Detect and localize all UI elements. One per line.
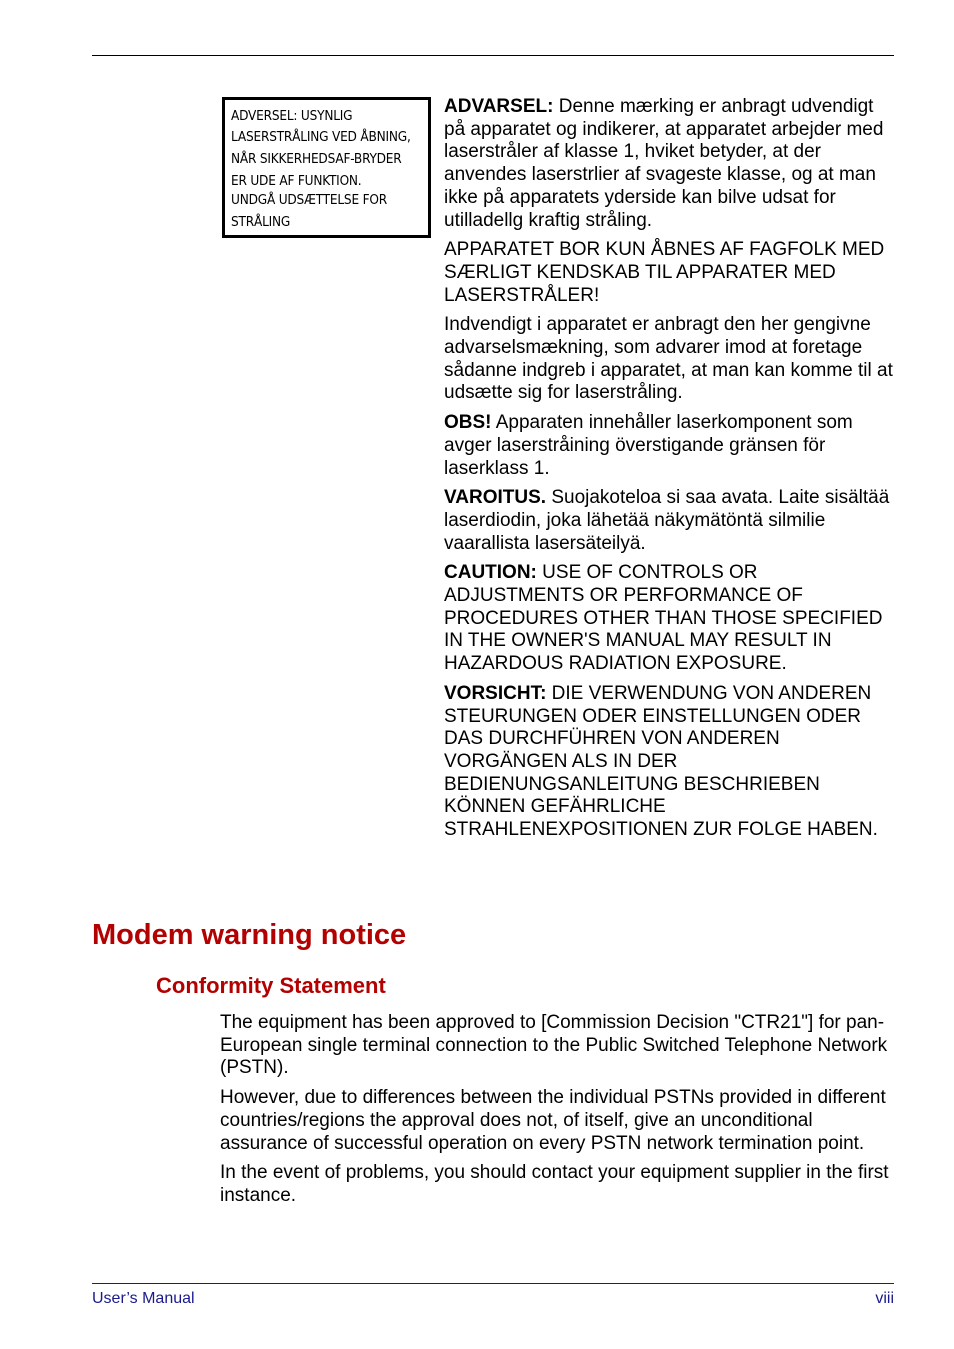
label-line: ER UDE AF FUNKTION. [231,173,362,189]
note-obs [444,412,894,480]
label-line: UNDGÅ UDSÆTTELSE FOR [231,192,387,208]
note-text: Indvendigt i apparatet er anbragt den her gengivne advarselsmækning, som advarer imod at foretage sådanne indgreb i apparatet, at man kan komme til at udsætte sig for laserstråling. [444,314,893,404]
note-vorsicht [444,683,894,842]
laser-warning-label [222,97,431,238]
label-line: LASERSTRÅLING VED ÅBNING, [231,129,411,145]
note-bold: ADVARSEL: [444,96,554,117]
note-bold: VORSICHT: [444,682,547,704]
note-caution [444,562,894,676]
top-rule [92,55,894,56]
note-indvendigt [444,314,894,405]
footer-title: User’s Manual [92,1290,195,1307]
note-apparatet [444,239,894,307]
note-text: APPARATET BOR KUN ÅBNES AF FAGFOLK MED SÆRLIGT KENDSKAB TIL APPARATER MED LASERSTRÅLER! [444,239,885,306]
paragraph: In the event of problems, you should contact your equipment supplier in the first instance. [220,1162,889,1206]
paragraph: However, due to differences between the individual PSTNs provided in different countries/regions the approval does not, of itself, give an unconditional assurance of successful operation on every PSTN network termination point. [220,1087,886,1154]
note-advarsel [444,96,894,232]
label-line: NÅR SIKKERHEDSAF-BRYDER [231,151,402,167]
label-line: ADVERSEL: USYNLIG [231,108,353,124]
label-line: STRÅLING [231,214,291,230]
note-bold: OBS! [444,412,492,434]
note-bold: CAUTION: [444,562,537,584]
note-bold: VAROITUS. [444,487,547,509]
section-subtitle: Conformity Statement [156,973,386,998]
note-text: DIE VERWENDUNG VON ANDEREN STEURUNGEN ODER EINSTELLUNGEN ODER DAS DURCHFÜHREN VON ANDEREN VORGÄNGEN ALS IN DER BEDIENUNGSANLEITUNG BESCHRIEBEN KÖNNEN GEFÄHRLICHE STRAHLENEXPOSITIONEN ZUR FOLGE HABEN. [444,682,878,841]
note-text: Apparaten innehåller laserkomponent som avger laserstråining överstigande gränsen för laserklass 1. [444,412,853,479]
paragraph: The equipment has been approved to [Commission Decision "CTR21"] for pan-European single terminal connection to the Public Switched Telephone Network (PSTN). [220,1012,888,1079]
note-varoitus [444,487,894,555]
section-title: Modem warning notice [92,919,407,951]
note-text: Suojakoteloa si saa avata. Laite sisältää laserdiodin, joka lähetää näkymätöntä silmilie vaarallista lasersäteilyä. [444,487,890,554]
page-number: viii [875,1290,894,1307]
laser-notes [444,96,894,849]
note-text: USE OF CONTROLS OR ADJUSTMENTS OR PERFORMANCE OF PROCEDURES OTHER THAN THOSE SPECIFIED IN THE OWNER'S MANUAL MAY RESULT IN HAZARDOUS RADIATION EXPOSURE. [444,562,883,675]
bottom-rule [92,1283,894,1284]
conformity-body [220,1012,900,1215]
note-text: Denne mærking er anbragt udvendigt på apparatet og indikerer, at apparatet arbejder med laserstråler af klasse 1, hviket betyder, at der anvendes laserstrlier af svageste klasse, og at man ikke på apparatets yderside kan bilve udsat for utilladellg kraftig stråling. [444,96,884,231]
